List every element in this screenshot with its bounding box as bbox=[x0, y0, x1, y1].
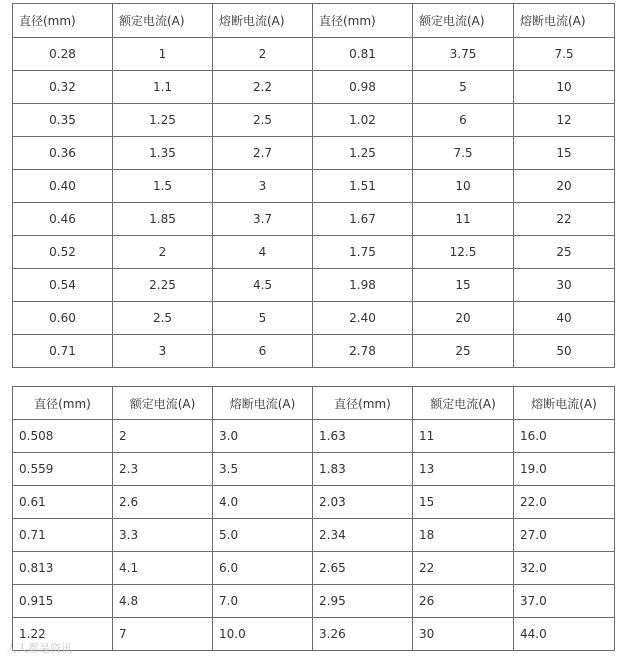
column-header: 额定电流(A) bbox=[413, 387, 514, 420]
table-cell: 13 bbox=[413, 453, 514, 486]
table-cell: 22 bbox=[514, 203, 615, 236]
table-cell: 3.5 bbox=[213, 453, 313, 486]
table-cell: 0.32 bbox=[13, 71, 113, 104]
table-body bbox=[13, 420, 615, 651]
table-cell: 30 bbox=[413, 618, 514, 651]
table-cell: 4.1 bbox=[113, 552, 213, 585]
table-row bbox=[13, 38, 615, 71]
table-cell: 30 bbox=[514, 269, 615, 302]
table-cell: 2.78 bbox=[313, 335, 413, 368]
table-cell: 0.40 bbox=[13, 170, 113, 203]
table-cell: 2.95 bbox=[313, 585, 413, 618]
table-cell: 0.54 bbox=[13, 269, 113, 302]
table-cell: 7.0 bbox=[213, 585, 313, 618]
table-cell: 1.51 bbox=[313, 170, 413, 203]
table-body bbox=[13, 38, 615, 368]
table-cell: 3.26 bbox=[313, 618, 413, 651]
table-cell: 3.7 bbox=[213, 203, 313, 236]
table-cell: 1.5 bbox=[113, 170, 213, 203]
column-header: 额定电流(A) bbox=[113, 4, 213, 38]
table-cell: 4.5 bbox=[213, 269, 313, 302]
table-cell: 0.98 bbox=[313, 71, 413, 104]
table-cell: 5 bbox=[213, 302, 313, 335]
column-header: 直径(mm) bbox=[13, 387, 113, 420]
table-cell: 1.67 bbox=[313, 203, 413, 236]
table-row bbox=[13, 335, 615, 368]
table-cell: 1.83 bbox=[313, 453, 413, 486]
table-cell: 7 bbox=[113, 618, 213, 651]
table-cell: 5.0 bbox=[213, 519, 313, 552]
table-cell: 7.5 bbox=[514, 38, 615, 71]
table-cell: 25 bbox=[413, 335, 514, 368]
table-row bbox=[13, 170, 615, 203]
table-cell: 0.60 bbox=[13, 302, 113, 335]
table-cell: 1.25 bbox=[313, 137, 413, 170]
table-cell: 22 bbox=[413, 552, 514, 585]
table-cell: 0.28 bbox=[13, 38, 113, 71]
table-row bbox=[13, 137, 615, 170]
column-header: 额定电流(A) bbox=[413, 4, 514, 38]
table-cell: 2.5 bbox=[113, 302, 213, 335]
table-cell: 0.52 bbox=[13, 236, 113, 269]
table-cell: 1.1 bbox=[113, 71, 213, 104]
table-cell: 20 bbox=[514, 170, 615, 203]
table-cell: 2.6 bbox=[113, 486, 213, 519]
fuse-table-1 bbox=[12, 3, 615, 368]
table-cell: 4.8 bbox=[113, 585, 213, 618]
column-header: 直径(mm) bbox=[313, 387, 413, 420]
table-cell: 0.35 bbox=[13, 104, 113, 137]
table-cell: 3.0 bbox=[213, 420, 313, 453]
table-cell: 3 bbox=[113, 335, 213, 368]
table-cell: 37.0 bbox=[514, 585, 615, 618]
table-row bbox=[13, 236, 615, 269]
table-cell: 1.85 bbox=[113, 203, 213, 236]
table-cell: 4 bbox=[213, 236, 313, 269]
table-row bbox=[13, 104, 615, 137]
table-cell: 1.02 bbox=[313, 104, 413, 137]
table-cell: 40 bbox=[514, 302, 615, 335]
table-cell: 22.0 bbox=[514, 486, 615, 519]
table-cell: 27.0 bbox=[514, 519, 615, 552]
table-cell: 2.3 bbox=[113, 453, 213, 486]
table-cell: 4.0 bbox=[213, 486, 313, 519]
fuse-table-2 bbox=[12, 386, 615, 651]
column-header: 熔断电流(A) bbox=[213, 387, 313, 420]
table-cell: 6 bbox=[213, 335, 313, 368]
table-cell: 2.34 bbox=[313, 519, 413, 552]
table-cell: 2.03 bbox=[313, 486, 413, 519]
table-cell: 19.0 bbox=[514, 453, 615, 486]
table-cell: 25 bbox=[514, 236, 615, 269]
table-cell: 1 bbox=[113, 38, 213, 71]
table-cell: 5 bbox=[413, 71, 514, 104]
table-cell: 2.5 bbox=[213, 104, 313, 137]
table-cell: 2.65 bbox=[313, 552, 413, 585]
table-cell: 0.61 bbox=[13, 486, 113, 519]
column-header: 熔断电流(A) bbox=[514, 4, 615, 38]
table-cell: 10 bbox=[514, 71, 615, 104]
table-cell: 12.5 bbox=[413, 236, 514, 269]
table-row bbox=[13, 618, 615, 651]
column-header: 直径(mm) bbox=[13, 4, 113, 38]
table-cell: 7.5 bbox=[413, 137, 514, 170]
table-cell: 10 bbox=[413, 170, 514, 203]
table-cell: 2 bbox=[113, 236, 213, 269]
table-cell: 0.71 bbox=[13, 519, 113, 552]
table-cell: 1.75 bbox=[313, 236, 413, 269]
table-cell: 0.508 bbox=[13, 420, 113, 453]
table-cell: 0.559 bbox=[13, 453, 113, 486]
table-row bbox=[13, 71, 615, 104]
column-header: 直径(mm) bbox=[313, 4, 413, 38]
table-cell: 6.0 bbox=[213, 552, 313, 585]
table-cell: 3 bbox=[213, 170, 313, 203]
table-cell: 50 bbox=[514, 335, 615, 368]
table-cell: 1.63 bbox=[313, 420, 413, 453]
table-row bbox=[13, 486, 615, 519]
table-cell: 26 bbox=[413, 585, 514, 618]
table-cell: 2.7 bbox=[213, 137, 313, 170]
table-cell: 0.46 bbox=[13, 203, 113, 236]
table-cell: 0.81 bbox=[313, 38, 413, 71]
table-row bbox=[13, 302, 615, 335]
watermark: 人人都是资讯 bbox=[6, 642, 72, 655]
table-cell: 15 bbox=[413, 486, 514, 519]
table-cell: 0.71 bbox=[13, 335, 113, 368]
table-row bbox=[13, 552, 615, 585]
table-cell: 2 bbox=[113, 420, 213, 453]
table-cell: 11 bbox=[413, 203, 514, 236]
table-cell: 18 bbox=[413, 519, 514, 552]
table-cell: 1.98 bbox=[313, 269, 413, 302]
table-header-row bbox=[13, 4, 615, 38]
column-header: 熔断电流(A) bbox=[213, 4, 313, 38]
table-cell: 3.75 bbox=[413, 38, 514, 71]
column-header: 熔断电流(A) bbox=[514, 387, 615, 420]
table-cell: 10.0 bbox=[213, 618, 313, 651]
table-cell: 2 bbox=[213, 38, 313, 71]
table-cell: 16.0 bbox=[514, 420, 615, 453]
table-cell: 1.25 bbox=[113, 104, 213, 137]
table-cell: 0.36 bbox=[13, 137, 113, 170]
table-row bbox=[13, 585, 615, 618]
table-cell: 15 bbox=[413, 269, 514, 302]
column-header: 额定电流(A) bbox=[113, 387, 213, 420]
table-row bbox=[13, 420, 615, 453]
table-row bbox=[13, 203, 615, 236]
table-cell: 32.0 bbox=[514, 552, 615, 585]
table-cell: 0.813 bbox=[13, 552, 113, 585]
table-cell: 1.22 bbox=[13, 618, 113, 651]
table-cell: 2.25 bbox=[113, 269, 213, 302]
table-cell: 20 bbox=[413, 302, 514, 335]
table-cell: 0.915 bbox=[13, 585, 113, 618]
table-cell: 44.0 bbox=[514, 618, 615, 651]
table-header-row bbox=[13, 387, 615, 420]
table-cell: 6 bbox=[413, 104, 514, 137]
table-cell: 15 bbox=[514, 137, 615, 170]
table-cell: 11 bbox=[413, 420, 514, 453]
table-cell: 1.35 bbox=[113, 137, 213, 170]
table-row bbox=[13, 269, 615, 302]
table-row bbox=[13, 453, 615, 486]
table-row bbox=[13, 519, 615, 552]
table-cell: 2.2 bbox=[213, 71, 313, 104]
table-cell: 12 bbox=[514, 104, 615, 137]
table-cell: 2.40 bbox=[313, 302, 413, 335]
table-cell: 3.3 bbox=[113, 519, 213, 552]
